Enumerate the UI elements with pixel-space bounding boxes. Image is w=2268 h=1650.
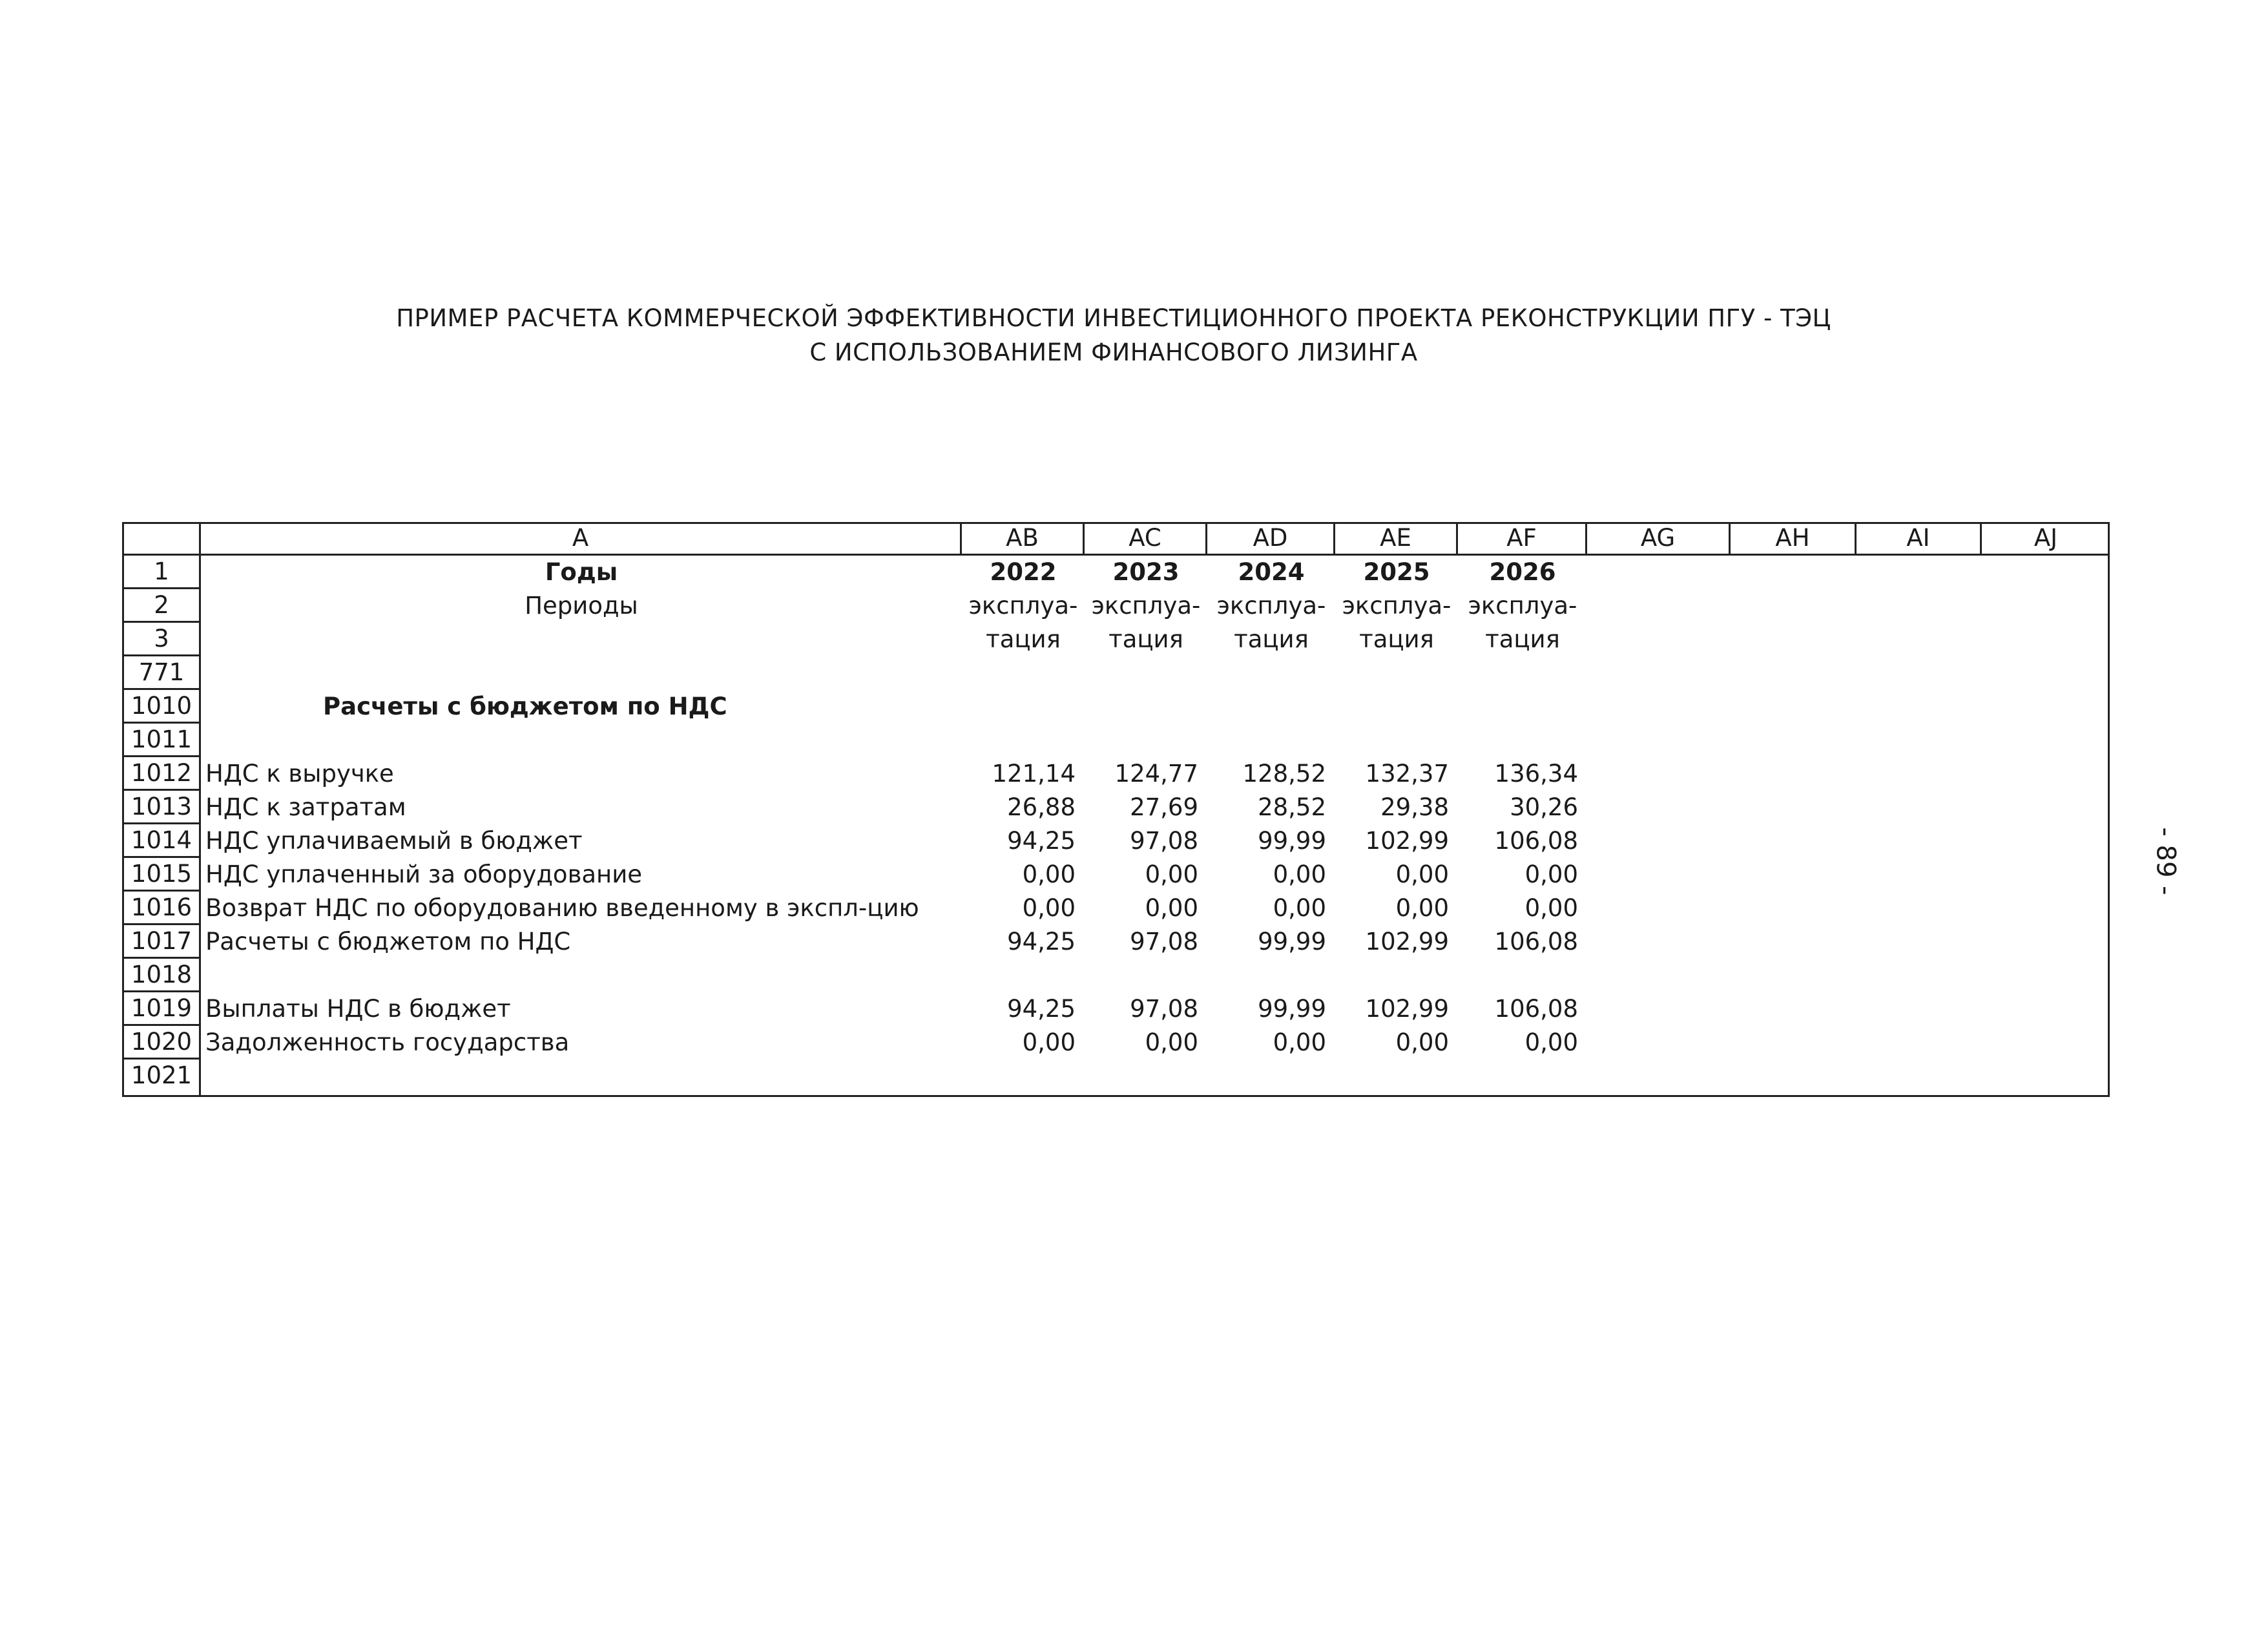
row-label: НДС к затратам [205,793,406,821]
year-2026: 2026 [1489,558,1556,586]
value-cell: 132,37 [1365,760,1449,788]
row-number: 1016 [122,892,201,925]
document-title-line-1: ПРИМЕР РАСЧЕТА КОММЕРЧЕСКОЙ ЭФФЕКТИВНОСТИ ИНВЕСТИЦИОННОГО ПРОЕКТА РЕКОНСТРУКЦИИ ПГУ - ТЭЦ [396,304,1831,332]
column-header-ae: AE [1335,522,1458,556]
value-cell: 94,25 [1007,928,1076,956]
value-cell: 29,38 [1380,793,1449,821]
period-line-2: тация [1108,625,1183,653]
value-cell: 30,26 [1510,793,1578,821]
row-label: Расчеты с бюджетом по НДС [205,928,571,956]
value-cell: 26,88 [1007,793,1076,821]
value-cell: 136,34 [1494,760,1578,788]
column-header-ah: AH [1731,522,1857,556]
column-header-ag: AG [1587,522,1731,556]
period-line-2: тация [1485,625,1560,653]
row-number: 1012 [122,757,201,791]
value-cell: 0,00 [1022,894,1076,922]
value-cell: 102,99 [1365,827,1449,855]
section-title: Расчеты с бюджетом по НДС [323,693,727,720]
value-cell: 121,14 [992,760,1076,788]
value-cell: 128,52 [1242,760,1326,788]
value-cell: 106,08 [1494,928,1578,956]
column-header-a: A [201,522,962,556]
row-number: 771 [122,656,201,690]
document-title-line-2: С ИСПОЛЬЗОВАНИЕМ ФИНАНСОВОГО ЛИЗИНГА [809,339,1418,366]
value-cell: 99,99 [1258,827,1326,855]
value-cell: 0,00 [1022,1029,1076,1056]
row-number: 1011 [122,724,201,757]
row-number: 2 [122,589,201,623]
period-line-1: эксплуа- [1342,592,1451,620]
column-header-ac: AC [1085,522,1207,556]
row-number: 1018 [122,959,201,992]
value-cell: 94,25 [1007,827,1076,855]
row-number: 3 [122,623,201,656]
value-cell: 102,99 [1365,995,1449,1023]
value-cell: 97,08 [1130,995,1198,1023]
value-cell: 0,00 [1022,861,1076,888]
column-header-ab: AB [962,522,1085,556]
value-cell: 0,00 [1395,1029,1449,1056]
periods-label: Периоды [525,592,638,620]
row-label: Выплаты НДС в бюджет [205,995,511,1023]
row-label: НДС уплаченный за оборудование [205,861,643,888]
year-2025: 2025 [1363,558,1430,586]
row-number: 1017 [122,925,201,959]
row-label: Возврат НДС по оборудованию введенному в экспл-цию [205,894,919,922]
period-line-1: эксплуа- [1091,592,1201,620]
value-cell: 0,00 [1273,894,1326,922]
value-cell: 94,25 [1007,995,1076,1023]
years-label: Годы [545,558,618,586]
value-cell: 0,00 [1524,894,1578,922]
value-cell: 106,08 [1494,995,1578,1023]
value-cell: 28,52 [1258,793,1326,821]
row-number: 1019 [122,992,201,1026]
column-header-ai: AI [1857,522,1982,556]
period-line-1: эксплуа- [968,592,1078,620]
value-cell: 99,99 [1258,995,1326,1023]
row-number: 1020 [122,1026,201,1060]
sheet-corner [122,522,201,556]
value-cell: 97,08 [1130,928,1198,956]
period-line-2: тация [1359,625,1434,653]
row-number: 1013 [122,791,201,824]
value-cell: 0,00 [1273,861,1326,888]
row-number: 1 [122,556,201,589]
value-cell: 0,00 [1524,861,1578,888]
column-header-aj: AJ [1982,522,2110,556]
value-cell: 0,00 [1524,1029,1578,1056]
period-line-2: тация [986,625,1061,653]
row-number: 1014 [122,824,201,858]
value-cell: 106,08 [1494,827,1578,855]
row-label: НДС к выручке [205,760,394,788]
period-line-1: эксплуа- [1468,592,1577,620]
value-cell: 0,00 [1145,861,1198,888]
column-header-ad: AD [1207,522,1335,556]
value-cell: 99,99 [1258,928,1326,956]
row-number: 1021 [122,1060,201,1097]
period-line-1: эксплуа- [1216,592,1326,620]
value-cell: 0,00 [1395,894,1449,922]
row-label: НДС уплачиваемый в бюджет [205,827,583,855]
row-label: Задолженность государства [205,1029,570,1056]
value-cell: 0,00 [1395,861,1449,888]
value-cell: 27,69 [1130,793,1198,821]
value-cell: 0,00 [1273,1029,1326,1056]
value-cell: 102,99 [1365,928,1449,956]
year-2024: 2024 [1238,558,1305,586]
page-number: - 89 - [2150,827,2181,895]
value-cell: 0,00 [1145,894,1198,922]
year-2022: 2022 [990,558,1057,586]
value-cell: 97,08 [1130,827,1198,855]
row-number: 1015 [122,858,201,892]
year-2023: 2023 [1112,558,1180,586]
value-cell: 124,77 [1114,760,1198,788]
period-line-2: тация [1234,625,1309,653]
value-cell: 0,00 [1145,1029,1198,1056]
row-number: 1010 [122,690,201,724]
column-header-af: AF [1458,522,1587,556]
